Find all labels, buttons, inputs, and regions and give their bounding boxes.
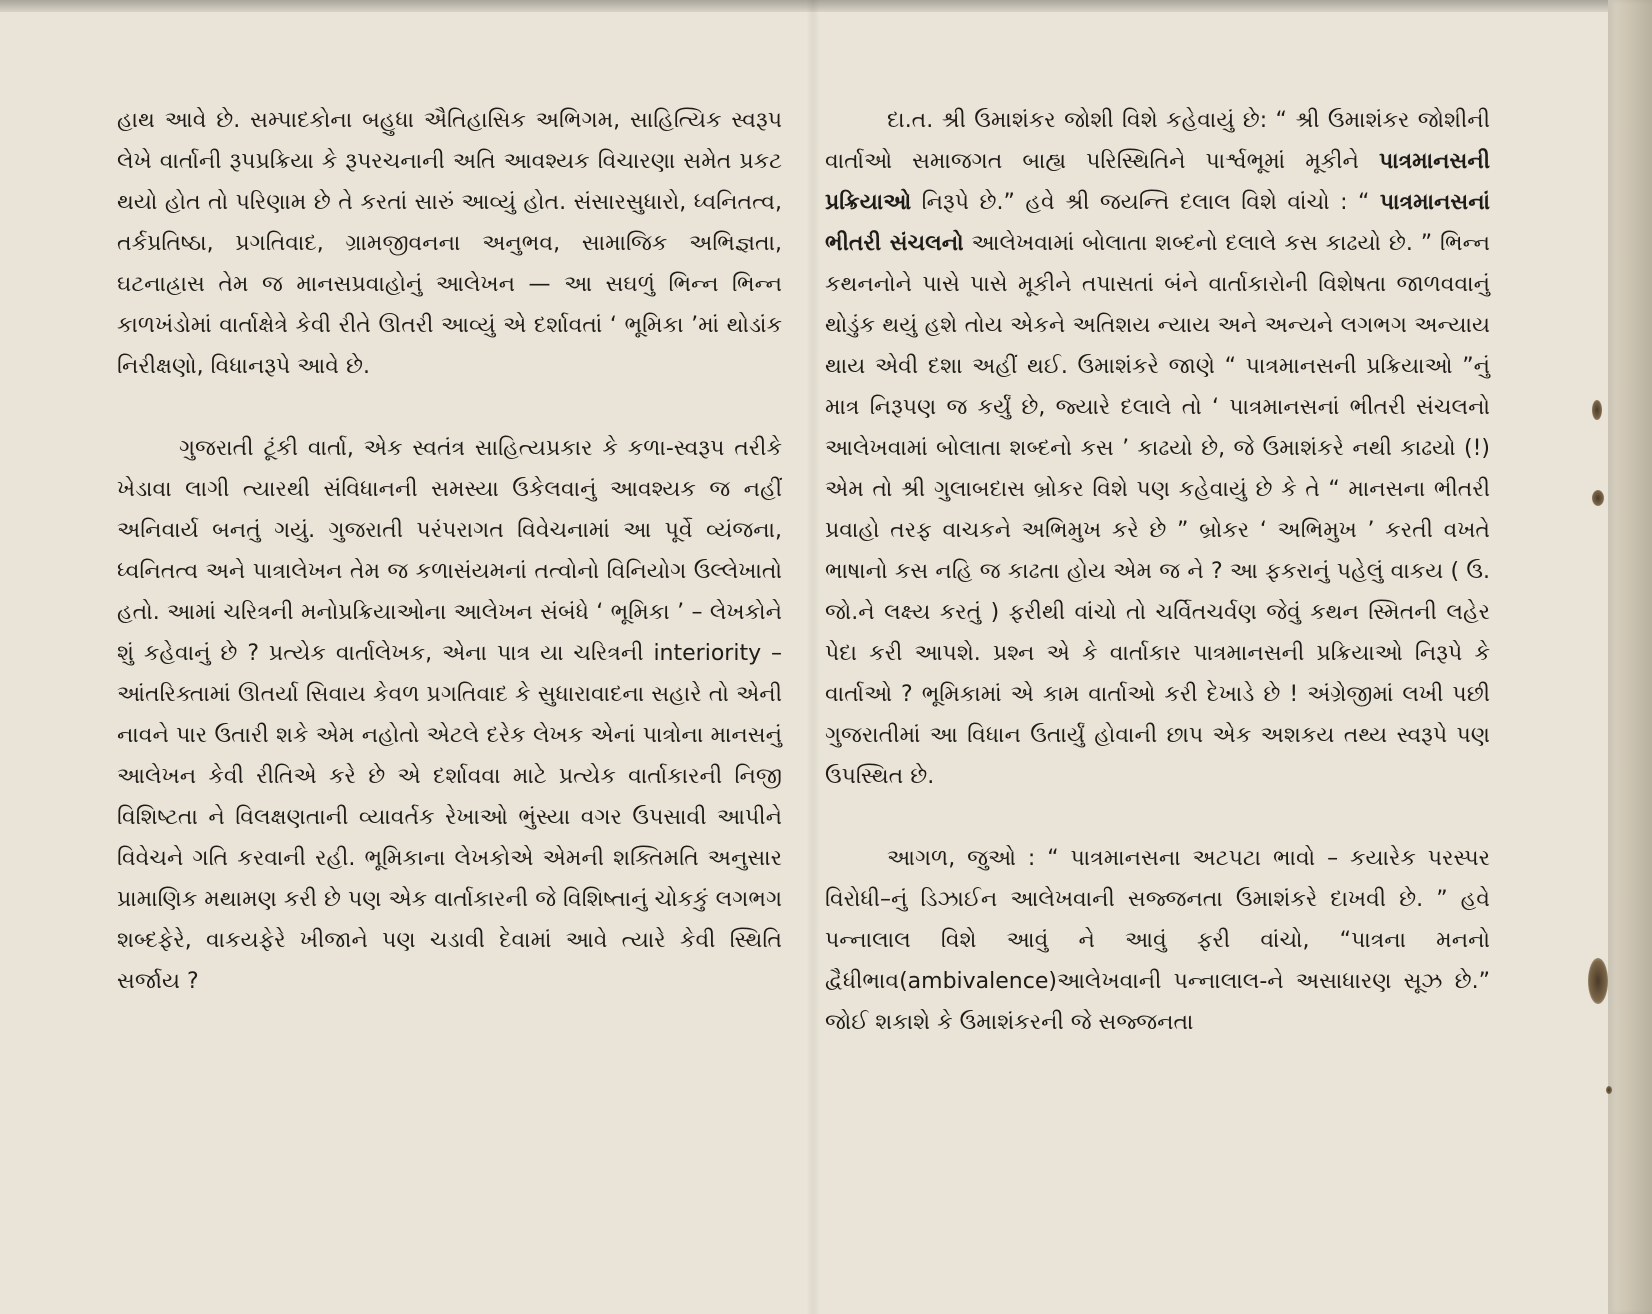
right-paragraph-1-text-a: દા.ત. શ્રી ઉમાશંકર જોશી વિશે કહેવાયું છે: “ શ્રી ઉમાશંકર જોશીની વાર્તાઓ સમાજગત બાહ્ય પરિસ્થિતિને પાર્શ્વભૂમાં મૂકીને xyxy=(825,108,1490,174)
right-paragraph-1-text-c: નિરૂપે છે.” હવે શ્રી જયન્તિ દલાલ વિશે વાંચો : “ xyxy=(911,190,1380,215)
paper-blemish xyxy=(1588,958,1608,1004)
left-text-column xyxy=(117,100,782,1002)
bold-phrase-bhitari-sanchalano: પાત્રમાનસનાં ભીતરી સંચલનો xyxy=(825,190,1490,256)
paper-blemish xyxy=(1606,1086,1612,1094)
page-gutter xyxy=(806,0,820,1314)
scan-top-edge xyxy=(0,0,1652,12)
paper-blemish xyxy=(1592,400,1602,420)
left-paragraph-1: હાથ આવે છે. સમ્પાદકોના બહુધા ઐતિહાસિક અભિગમ, સાહિત્યિક સ્વરૂપ લેખે વાર્તાની રૂપપ્રક્રિયા કે રૂપરચનાની અતિ આવશ્યક વિચારણા સમેત પ્રકટ થયો હોત તો પરિણામ છે તે કરતાં સારું આવ્યું હોત. સંસારસુધારો, ધ્વનિતત્વ, તર્કપ્રતિષ્ઠા, પ્રગતિવાદ, ગ્રામજીવનના અનુભવ, સામાજિક અભિજ્ઞતા, ઘટનાહ્રાસ તેમ જ માનસપ્રવાહોનું આલેખન — આ સઘળું ભિન્ન ભિન્ન કાળખંડોમાં વાર્તાક્ષેત્રે કેવી રીતે ઊતરી આવ્યું એ દર્શાવતાં ‘ ભૂમિકા ’માં થોડાંક નિરીક્ષણો, વિધાનરૂપે આવે છે. xyxy=(117,108,782,379)
bold-phrase-patramanas-prakriya: પાત્રમાનસની પ્રક્રિયાઓ xyxy=(825,149,1490,215)
paper-blemish xyxy=(1592,490,1604,506)
left-paragraph-2: ગુજરાતી ટૂંકી વાર્તા, એક સ્વતંત્ર સાહિત્યપ્રકાર કે કળા-સ્વરૂપ તરીકે ખેડાવા લાગી ત્યારથી સંવિધાનની સમસ્યા ઉકેલવાનું આવશ્યક જ નહીં અનિવાર્ય બનતું ગયું. ગુજરાતી પરંપરાગત વિવેચનામાં આ પૂર્વે વ્યંજના, ધ્વનિતત્વ અને પાત્રાલેખન તેમ જ કળાસંયમનાં તત્વોનો વિનિયોગ ઉલ્લેખાતો હતો. આમાં ચરિત્રની મનોપ્રક્રિયાઓના આલેખન સંબંધે ‘ ભૂમિકા ’ – લેખકોને શું કહેવાનું છે ? પ્રત્યેક વાર્તાલેખક, એના પાત્ર યા ચરિત્રની interiority – આંતરિક્તામાં ઊતર્યા સિવાય કેવળ પ્રગતિવાદ કે સુધારાવાદના સહારે તો એની નાવને પાર ઉતારી શકે એમ નહોતો એટલે દરેક લેખક એનાં પાત્રોના માનસનું આલેખન કેવી રીતિએ કરે છે એ દર્શાવવા માટે પ્રત્યેક વાર્તાકારની નિજી વિશિષ્ટતા ને વિલક્ષણતાની વ્યાવર્તક રેખાઓ ભુંસ્યા વગર ઉપસાવી આપીને વિવેચને ગતિ કરવાની રહી. ભૂમિકાના લેખકોએ એમની શક્તિમતિ અનુસાર પ્રામાણિક મથામણ કરી છે પણ એક વાર્તાકારની જે વિશિષ્તાનું ચોકકું લગભગ શબ્દફેરે, વાકયફેરે ખીજાને પણ ચડાવી દેવામાં આવે ત્યારે કેવી સ્થિતિ સર્જાય ? xyxy=(117,436,782,994)
right-paragraph-1 xyxy=(825,100,1490,797)
right-text-column xyxy=(825,100,1490,1043)
page-right-edge xyxy=(1608,0,1652,1314)
right-paragraph-1-text-e: આલેખવામાં બોલાતા શબ્દનો દલાલે કસ કાઢયો છે. ” ભિન્ન કથનનોને પાસે પાસે મૂકીને તપાસતાં બંને વાર્તાકારોની વિશેષતા જાળવવાનું થોડુંક થયું હશે તોય એકને અતિશય ન્યાય અને અન્યને લગભગ અન્યાય થાય એવી દશા અહીં થઈ. ઉમાશંકરે જાણે “ પાત્રમાનસની પ્રક્રિયાઓ ”નું માત્ર નિરૂપણ જ કર્યું છે, જ્યારે દલાલે તો ‘ પાત્રમાનસનાં ભીતરી સંચલનો આલેખવામાં બોલાતા શબ્દનો કસ ’ કાઢયો છે, જે ઉમાશંકરે નથી કાઢયો (!) એમ તો શ્રી ગુલાબદાસ બ્રોકર વિશે પણ કહેવાયું છે કે તે “ માનસના ભીતરી પ્રવાહો તરફ વાચકને અભિમુખ કરે છે ” બ્રોકર ‘ અભિમુખ ’ કરતી વખતે ભાષાનો કસ નહિ જ કાઢતા હોય એમ જ ને ? આ ફકરાનું પહેલું વાકય ( ઉ. જો.ને લક્ષ્ય કરતું ) ફરીથી વાંચો તો ચર્વિતચર્વણ જેવું કથન સ્મિતની લહેર પેદા કરી આપશે. પ્રશ્ન એ કે વાર્તાકાર પાત્રમાનસની પ્રક્રિયાઓ નિરૂપે કે વાર્તાઓ ? ભૂમિકામાં એ કામ વાર્તાઓ કરી દેખાડે છે ! અંગ્રેજીમાં લખી પછી ગુજરાતીમાં આ વિધાન ઉતાર્યું હોવાની છાપ એક અશકય તથ્ય સ્વરૂપે પણ ઉપસ્થિત છે. xyxy=(825,231,1490,789)
right-paragraph-2: આગળ, જુઓ : “ પાત્રમાનસના અટપટા ભાવો – કયારેક પરસ્પર વિરોધી–નું ડિઝાઈન આલેખવાની સજ્જનતા ઉમાશંકરે દાખવી છે. ” હવે પન્નાલાલ વિશે આવું ને આવું ફરી વાંચો, “પાત્રના મનનો દ્વૈધીભાવ(ambivalence)આલેખવાની પન્નાલાલ-ને અસાધારણ સૂઝ છે.” જોઈ શકાશે કે ઉમાશંકરની જે સજ્જનતા xyxy=(825,846,1490,1035)
